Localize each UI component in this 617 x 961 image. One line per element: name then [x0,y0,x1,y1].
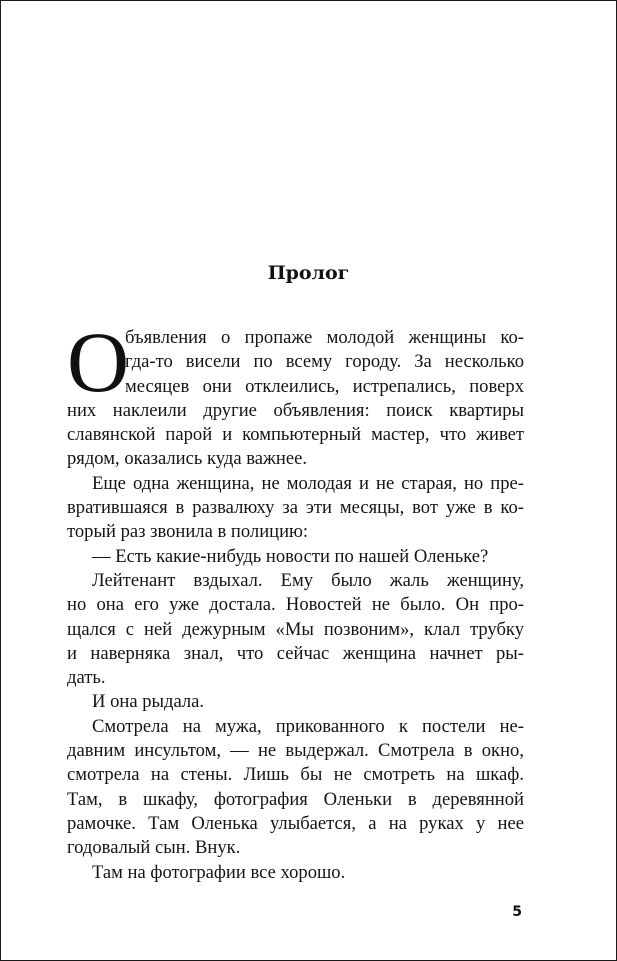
paragraph-6 [67,715,524,861]
text-line: Смотрела на мужа, прикованного к постели не- [92,715,524,737]
text-line: гда-то висели по всему городу. За несколько [125,351,524,373]
drop-cap-letter: О [67,314,130,410]
paragraph-3-dialogue [67,545,524,569]
text-line: рамочке. Там Оленька улыбается, а на руках у нее [67,812,524,834]
paragraph-4 [67,569,524,690]
text-line: Там, в шкафу, фотография Оленьки в деревянной [67,788,524,810]
text-line: щался с ней дежурным «Мы позвоним», клал трубку [67,618,524,640]
text-line: вратившаяся в развалюху за эти месяцы, вот уже в ко- [67,497,524,519]
text-line: Еще одна женщина, не молодая и не старая, но пре- [92,472,524,494]
text-line: годовалый сын. Внук. [67,837,241,859]
text-line: давним инсультом, — не выдержал. Смотрела в окно, [67,740,524,762]
text-line: торый раз звонила в полицию: [67,521,309,543]
chapter-body [67,314,524,885]
paragraph-5 [67,690,524,714]
text-line: смотрела на стены. Лишь бы не смотреть на шкаф. [67,764,524,786]
text-line: рядом, оказались куда важнее. [67,448,307,470]
paragraph-2 [67,472,524,545]
text-line: И она рыдала. [92,691,205,713]
page-number: 5 [512,904,522,920]
text-line: бъявления о пропаже молодой женщины ко- [125,327,524,348]
text-line: и наверняка знал, что сейчас женщина начнет ры- [67,642,524,664]
text-line: дать. [67,667,106,689]
text-line: Лейтенант вздыхал. Ему было жаль женщину, [92,569,524,591]
text-line: — Есть какие-нибудь новости по нашей Оленьке? [92,545,489,567]
text-line: месяцев они отклеились, истрепались, поверх [125,375,524,397]
chapter-title: Пролог [267,262,350,284]
paragraph-1-continued [67,399,524,472]
text-line: но она его уже достала. Новостей не было. Он про- [67,594,524,616]
text-line: Там на фотографии все хорошо. [92,861,346,883]
paragraph-7 [67,861,524,885]
text-line: славянской парой и компьютерный мастер, что живет [67,424,524,446]
text-line: них наклеили другие объявления: поиск квартиры [67,399,524,421]
